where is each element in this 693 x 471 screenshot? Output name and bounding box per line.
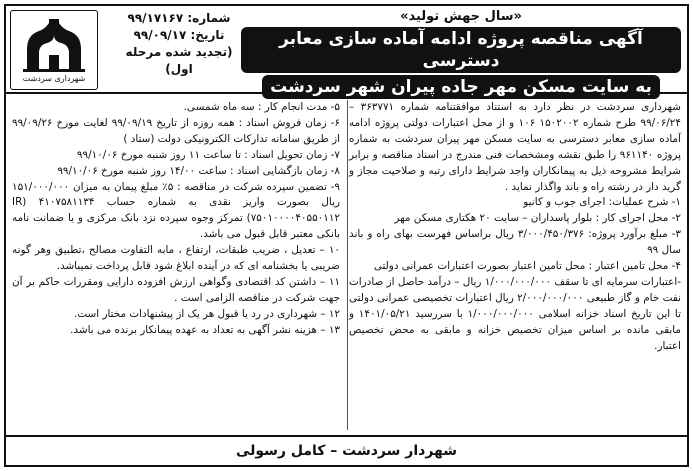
renewal-note: (تجدید شده مرحله (125, 45, 233, 59)
clause-2: ۲- محل اجرای کار : بلوار پاسداران – سایت ۲۰ هکتاری مسکن مهر (394, 212, 681, 225)
mayor-signature: شهردار سردشت – کامل رسولی (235, 443, 458, 459)
logo-caption: شهرداری سردشت (22, 74, 86, 83)
clause-5: ۵- مدت انجام کار : سه ماه شمسی. (183, 101, 340, 113)
clause-11: ۱۱ – داشتن کد اقتصادی وگواهی ارزش افزوده دارایی ومقررات حاکم بر آن جهت شرکت در مناقصه الزامی است . (12, 275, 340, 304)
right-column (349, 100, 681, 355)
column-divider (347, 100, 348, 430)
municipality-emblem-icon (19, 15, 89, 73)
title-block (241, 8, 681, 99)
clause-3: ۳- مبلغ برآورد پروژه: ۳/۰۰۰/۴۵۰/۳۷۶ ریال براساس فهرست بهای راه و باند سال ۹۹ (349, 228, 681, 257)
clause-4: ۴- محل تامین اعتبار : محل تامین اعتبار بصورت اعتبارات عمرانی دولتی (373, 260, 681, 273)
announcement-footer (6, 435, 687, 465)
announcement-title: آگهی مناقصه پروژه ادامه آماده سازی معابر دسترسی (241, 27, 681, 73)
municipality-logo (10, 10, 98, 90)
reference-date: تاریخ: ۹۹/۰۹/۱۷ (133, 28, 225, 42)
slogan: «سال جهش تولید» (400, 9, 522, 24)
announcement-subtitle: به سایت مسکن مهر جاده پیران شهر سردشت (262, 75, 660, 99)
renewal-note-2: اول) (165, 62, 193, 76)
clause-7: ۷- زمان تحویل اسناد : تا ساعت ۱۱ روز شنبه مورخ ۹۹/۱۰/۰۶ (76, 148, 340, 161)
announcement-frame (4, 4, 689, 467)
reference-block (104, 10, 254, 78)
clause-12: ۱۲ – شهرداری در رد یا قبول هر یک از پیشنهادات مختار است. (74, 307, 340, 320)
announcement-header (6, 6, 687, 97)
intro-paragraph: شهرداری سردشت در نظر دارد به استناد موافقتنامه شماره ۳۶۳۷۷۱ – ۹۹/۰۶/۲۴ طرح شماره ۱۵۰۲۰۰۲ ۱۰۶ و از محل اعتبارات دولتی پروژه ادامه آماده سازی معابر دسترسی به سایت مسکن مهر پیران سردشت به شماره پروژه ۹۶۱۱۴۰ را طبق نقشه ومشخصات فنی مندرج در اسناد مناقصه و برابر شرایط مشروحه ذیل به پیمانکاران واجد شرایط دارای رتبه و صلاحیت مجاز و گرید دار در رشته راه و باند واگذار نماید . (349, 101, 682, 193)
reference-number: شماره: ۹۹/۱۷۱۶۷ (127, 11, 231, 25)
left-column (12, 100, 340, 339)
clause-13: ۱۳ – هزینه نشر آگهی به تعداد به عهده پیمانکار برنده می باشد. (70, 323, 340, 336)
clause-1: ۱- شرح عملیات: اجرای جوب و کانیو (523, 196, 681, 209)
clause-4-details: -اعتبارات سرمایه ای تا سقف ۱/۰۰۰/۰۰۰/۰۰۰ ریال – درآمد حاصل از صادرات نفت خام و گاز طبیعی ۲/۰۰۰/۰۰۰/۰۰۰ ریال اعتبارات تخصیصی عمرانی دولتی تا این تاریخ اسناد خزانه اسلامی ۱/۰۰۰/۰۰۰/۰۰۰ با سررسید ۱۴۰۱/۰۵/۲۱ و مابقی مانده بر اساس میزان تخصیص خزانه و مابقی به محض تخصیص اعتبار. (349, 275, 681, 352)
clause-6: ۶- زمان فروش اسناد : همه روزه از تاریخ ۹۹/۰۹/۱۹ لغایت مورخ ۹۹/۰۹/۲۶ از طریق سامانه تدارکات الکترونیکی دولت (ستاد ) (12, 116, 340, 145)
clause-10: ۱۰ – تعدیل ، ضریب طبقات، ارتفاع ، مابه التفاوت مصالح ،تطبیق وهر گونه ضریبی یا بخشنامه ای که در آینده ابلاغ شود قابل پرداخت نمیباشد. (12, 244, 340, 273)
clause-9: ۹- تضمین سپرده شرکت در مناقصه : ۵٪ مبلغ پیمان به میزان ۱۵۱/۰۰۰/۰۰۰ ریال بصورت واریز نقدی به شماره حساب ۴۱۰۷۵۸۱۱۳۴ (IR ۷۵۰۱۰۰۰۰۴۰۵۵۰۱۱۲) تمرکز وجوه سپرده نزد بانک مرکزی و یا ضمانت نامه بانکی معتبر قابل قبول می باشد. (12, 180, 341, 241)
announcement-body (6, 96, 687, 436)
clause-8: ۸- زمان بازگشایی اسناد : ساعت ۱۴/۰۰ روز شنبه مورخ ۹۹/۱۰/۰۶ (57, 164, 340, 177)
